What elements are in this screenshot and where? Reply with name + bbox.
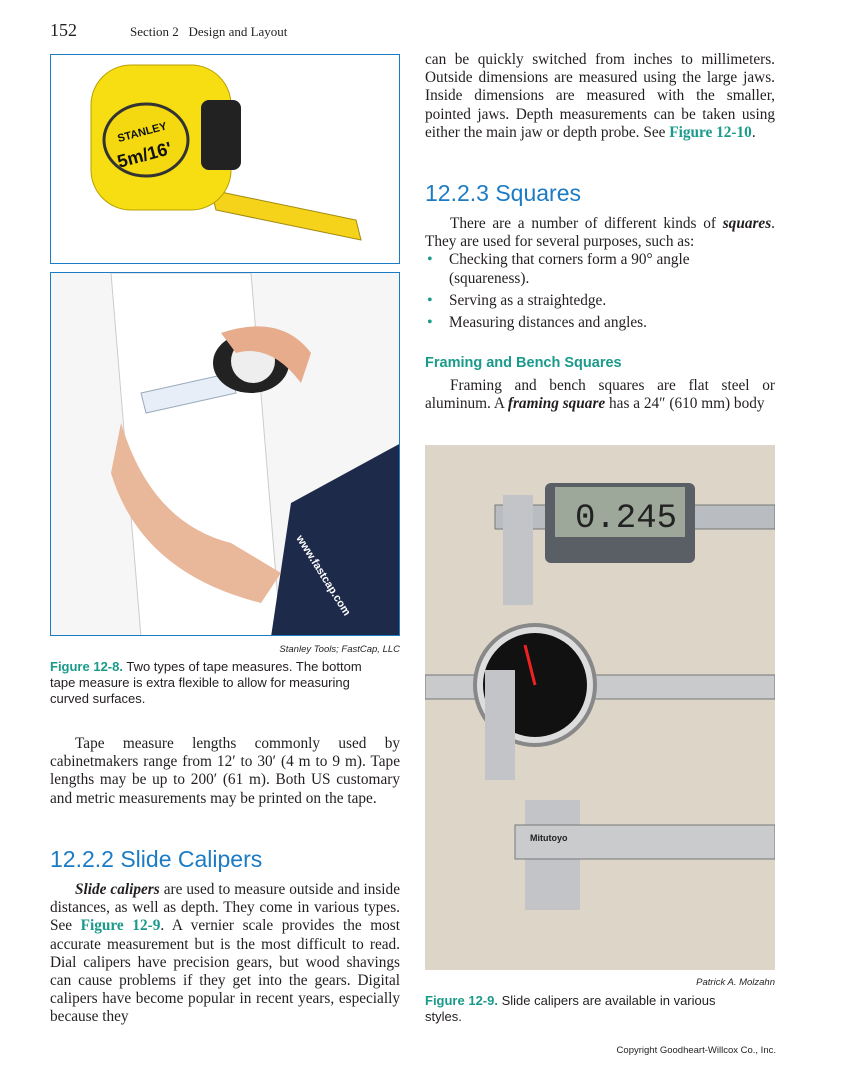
- term: Slide calipers: [75, 881, 160, 898]
- calipers-photo: [425, 445, 775, 970]
- text: has a 24″ (610 mm) body: [605, 395, 765, 413]
- text: .: [751, 123, 756, 141]
- heading-squares: 12.2.3 Squares: [425, 180, 582, 206]
- left-paragraph-2: [50, 881, 400, 1027]
- section-header: Section 2 Design and Layout: [130, 24, 288, 39]
- figure-12-8-credit: Stanley Tools; FastCap, LLC: [279, 644, 400, 655]
- text: There are a number of different kinds of: [450, 215, 723, 232]
- figure-12-9-credit: Patrick A. Molzahn: [696, 977, 775, 988]
- term: squares: [722, 215, 772, 232]
- right-paragraph-3: [425, 377, 775, 413]
- flexible-tape-illustration: [51, 273, 400, 636]
- heading-slide-calipers: 12.2.2 Slide Calipers: [50, 846, 263, 872]
- bullet-list: [425, 251, 725, 332]
- subheading-framing-squares: Framing and Bench Squares: [425, 355, 622, 371]
- caption-text: Two types of tape measures. The bottom tape measure is extra flexible to allow for measuring curved surfaces.: [50, 659, 362, 706]
- calipers-illustration: [425, 445, 775, 970]
- fastcap-site-text: www.fastcap.com: [293, 533, 353, 619]
- figure-12-9-caption: [425, 993, 755, 1025]
- svg-text:5m/16': 5m/16': [115, 138, 174, 172]
- digital-readout: 0.245: [575, 500, 678, 538]
- bullet-item: • Checking that corners form a 90° angle (squareness).: [425, 251, 725, 287]
- copyright: Copyright Goodheart-Willcox Co., Inc.: [616, 1045, 776, 1056]
- brand-logo: Mitutoyo: [530, 833, 568, 843]
- caption-text: Slide calipers are available in various styles.: [425, 993, 716, 1024]
- text: . A vernier scale provides the most accurate measurement but is the most difficult to read. Dial calipers have precision gears, but wood shavings can cause problems if they get into the gears. Digital calipers have become popular in recent years, especially because they: [50, 917, 400, 1026]
- figure-ref-link[interactable]: Figure 12-10: [669, 123, 752, 141]
- term: framing square: [507, 395, 606, 413]
- figure-12-8-caption: [50, 659, 380, 707]
- figure-ref-link[interactable]: Figure 12-9: [80, 917, 161, 935]
- bullet-item: • Serving as a straightedge.: [425, 292, 725, 310]
- right-paragraph-1: [425, 51, 775, 142]
- left-paragraph-1: [50, 735, 400, 808]
- bullet-item: • Measuring distances and angles.: [425, 314, 725, 332]
- page-number: 152: [50, 20, 77, 40]
- paragraph: Tape measure lengths commonly used by cabinetmakers range from 12′ to 30′ (4 m to 9 m). Tape lengths may be up to 200′ (61 m). Both US customary and metric measurements may be printed on the tape.: [50, 735, 400, 807]
- logo-text: STANLEY: [116, 120, 169, 146]
- figure-label: Figure 12-9.: [425, 993, 498, 1008]
- text: . They are used for several purposes, such as:: [425, 215, 775, 251]
- text: can be quickly switched from inches to millimeters. Outside dimensions are measured using the large jaws. Inside dimensions are measured with the smaller, pointed jaws. Depth measurements can be taken using either the main jaw or depth probe. See: [425, 51, 775, 141]
- figure-label: Figure 12-8.: [50, 659, 123, 674]
- flexible-tape-photo: [50, 272, 400, 636]
- text: Framing and bench squares are flat steel or aluminum. A: [425, 377, 775, 413]
- text: are used to measure outside and inside distances, as well as depth. They come in various types. See: [50, 881, 400, 935]
- stanley-tape-measure-illustration: [51, 55, 400, 264]
- tape-measure-photo: [50, 54, 400, 264]
- right-paragraph-2: [425, 215, 775, 336]
